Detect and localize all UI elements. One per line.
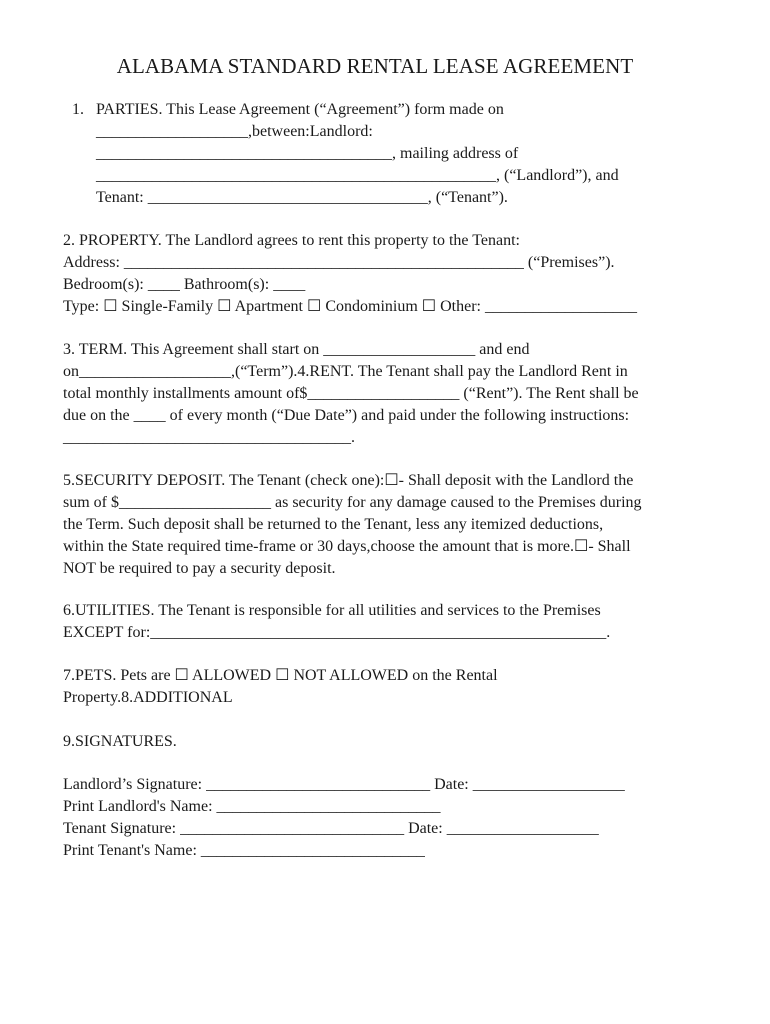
property-line-4: Type: ☐ Single-Family ☐ Apartment ☐ Condominium ☐ Other: ___________________ — [63, 298, 637, 315]
property-line-3: Bedroom(s): ____ Bathroom(s): ____ — [63, 276, 306, 293]
parties-number: 1. — [72, 101, 84, 118]
tenant-signature-line: Tenant Signature: ____________________________ Date: ___________________ — [63, 820, 599, 837]
signatures-heading: 9.SIGNATURES. — [63, 733, 177, 750]
tenant-name-line: Print Tenant's Name: ____________________________ — [63, 842, 425, 859]
term-line-4: due on the ____ of every month (“Due Date”) and paid under the following instructions: — [63, 407, 630, 424]
deposit-line-2: sum of $___________________ as security for any damage caused to the Premises during — [63, 494, 642, 511]
term-line-2: on___________________,(“Term”).4.RENT. The Tenant shall pay the Landlord Rent in — [63, 363, 628, 380]
term-line-5: ____________________________________. — [63, 429, 355, 446]
landlord-name-line: Print Landlord's Name: ____________________________ — [63, 798, 441, 815]
parties-line-4: __________________________________________________, (“Landlord”), and — [96, 167, 619, 184]
utilities-line-2: EXCEPT for:_________________________________________________________. — [63, 624, 611, 641]
deposit-line-5: NOT be required to pay a security deposit. — [63, 560, 336, 577]
pets-line-2: Property.8.ADDITIONAL — [63, 689, 233, 706]
term-line-1: 3. TERM. This Agreement shall start on ___________________ and end — [63, 341, 530, 358]
landlord-signature-line: Landlord’s Signature: ____________________________ Date: ___________________ — [63, 776, 625, 793]
deposit-line-4: within the State required time-frame or 30 days,choose the amount that is more.☐- Shall — [63, 538, 631, 555]
parties-line-5: Tenant: ___________________________________, (“Tenant”). — [96, 189, 508, 206]
term-line-3: total monthly installments amount of$___________________ (“Rent”). The Rent shall be — [63, 385, 639, 402]
property-line-1: 2. PROPERTY. The Landlord agrees to rent this property to the Tenant: — [63, 232, 520, 249]
deposit-line-3: the Term. Such deposit shall be returned to the Tenant, less any itemized deductions, — [63, 516, 604, 533]
deposit-line-1: 5.SECURITY DEPOSIT. The Tenant (check one):☐- Shall deposit with the Landlord the — [63, 472, 634, 489]
utilities-line-1: 6.UTILITIES. The Tenant is responsible for all utilities and services to the Premises — [63, 602, 601, 619]
parties-line-3: _____________________________________, mailing address of — [96, 145, 519, 162]
property-line-2: Address: __________________________________________________ (“Premises”). — [63, 254, 615, 271]
parties-line-1: PARTIES. This Lease Agreement (“Agreement”) form made on — [96, 101, 504, 118]
pets-line-1: 7.PETS. Pets are ☐ ALLOWED ☐ NOT ALLOWED on the Rental — [63, 667, 498, 684]
document-title: ALABAMA STANDARD RENTAL LEASE AGREEMENT — [116, 54, 634, 78]
parties-line-2: ___________________,between:Landlord: — [96, 123, 373, 140]
